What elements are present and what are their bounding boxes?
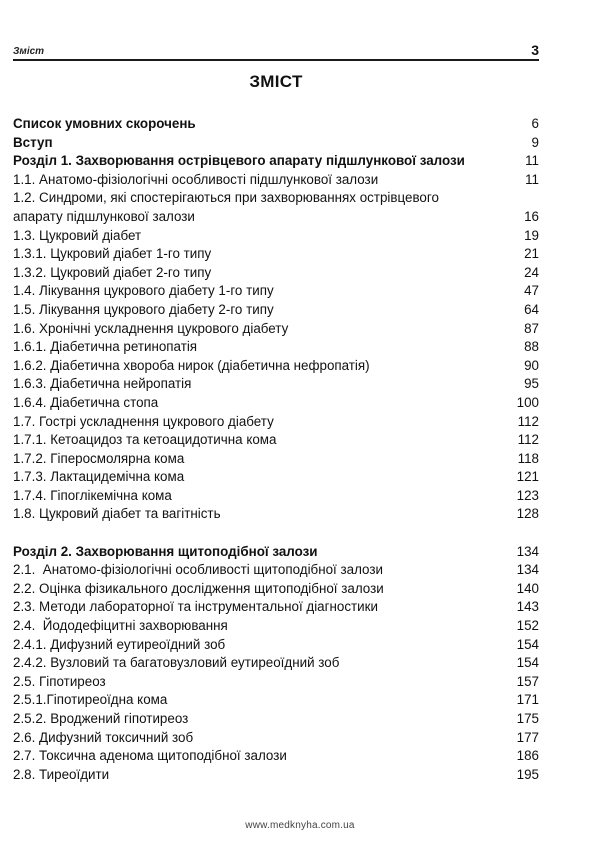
toc-entry-title: 2.3. Методи лабораторної та інструментальної діагностики [13,599,378,615]
toc-entry-page: 134 [516,543,539,559]
toc-entry[interactable] [13,413,539,432]
toc-entry-page: 128 [516,506,539,522]
toc-entry[interactable] [13,580,539,599]
toc-entry-title: 1.8. Цукровий діабет та вагітність [13,506,221,522]
toc-entry-title: Вступ [13,134,53,150]
toc-entry-title: 2.5.2. Вроджений гіпотиреоз [13,711,189,726]
toc-entry-page: 90 [524,357,539,373]
toc-entry-title: 1.7.2. Гіперосмолярна кома [13,450,185,466]
page-number: 3 [531,42,539,58]
toc-entry[interactable] [13,710,539,729]
toc-entry-page: 118 [517,450,539,466]
toc-entry[interactable] [13,636,539,655]
toc-entry-page: 95 [524,376,539,392]
toc-entry[interactable] [13,264,539,283]
toc-entry[interactable] [13,301,539,320]
toc-entry-page: 64 [524,301,539,317]
toc-entry[interactable] [13,561,539,580]
toc-section-2-heading[interactable] [13,543,539,562]
toc-entry[interactable] [13,375,539,394]
toc-entry-title: 1.6.1. Діабетична ретинопатія [13,339,198,355]
toc-entry-page: 123 [516,487,539,503]
toc-entry-page: 177 [516,729,539,745]
toc-entry-page: 11 [525,171,539,187]
toc-entry-title: 1.6.3. Діабетична нейропатія [13,376,192,392]
toc-entry-page: 88 [524,339,539,355]
toc-entry[interactable] [13,487,539,506]
toc-entry-page: 100 [516,394,539,410]
toc-entry[interactable] [13,691,539,710]
toc-entry[interactable] [13,338,539,357]
toc-entry-page: 143 [516,599,539,615]
toc-entry-title: 1.3.2. Цукровий діабет 2-го типу [13,264,212,280]
toc-entry[interactable] [13,505,539,524]
toc-entry[interactable] [13,320,539,339]
toc-entry[interactable] [13,617,539,636]
toc-entry-title: 2.4.1. Дифузний еутиреоїдний зоб [13,636,226,652]
toc-entry-title: 1.7.1. Кетоацидоз та кетоацидотична кома [13,432,277,448]
toc-entry[interactable] [13,189,539,226]
toc-entry-title-line2: апарату підшлункової залози [13,208,195,224]
toc-entry[interactable] [13,357,539,376]
toc-entry-title: 2.5.1.Гіпотиреоїдна кома [13,692,168,708]
toc-entry[interactable] [13,766,539,785]
toc-entry-introduction[interactable] [13,134,539,153]
toc-entry-page: 157 [516,673,539,689]
toc-entry[interactable] [13,394,539,413]
toc-entry-title: 1.6.2. Діабетична хвороба нирок (діабетична нефропатія) [13,357,370,373]
toc-entry-page: 9 [531,134,539,150]
toc-entry-title: 1.5. Лікування цукрового діабету 2-го типу [13,301,274,317]
toc-entry[interactable] [13,468,539,487]
toc-entry-title: Розділ 1. Захворювання острівцевого апарату підшлункової залози [13,153,465,169]
toc-entry-title: 1.6.4. Діабетична стопа [13,394,159,410]
toc-entry-page: 24 [524,264,539,280]
running-header [13,43,539,61]
toc-entry[interactable] [13,282,539,301]
toc-entry[interactable] [13,598,539,617]
toc-entry-title: Розділ 2. Захворювання щитоподібної залози [13,543,318,559]
page-title: ЗМІСТ [249,72,303,91]
toc-entry-page: 154 [516,636,539,652]
toc-entry-page: 195 [516,766,539,782]
toc-entry-title-line1: 1.2. Синдроми, які спостерігаються при захворюваннях острівцевого [13,190,439,206]
toc-entry-page: 134 [516,562,539,578]
section-spacer [13,524,539,543]
toc-entry-page: 186 [516,748,539,764]
toc-entry[interactable] [13,171,539,190]
toc-entry-page: 11 [525,153,539,169]
table-of-contents [13,115,539,784]
toc-entry-title: 1.7.4. Гіпоглікемічна кома [13,487,172,503]
toc-entry-page: 152 [516,618,539,634]
toc-entry-abbreviations[interactable] [13,115,539,134]
toc-entry-title: 2.5. Гіпотиреоз [13,673,106,689]
toc-entry-title: 2.4.2. Вузловий та багатовузловий еутиреоїдний зоб [13,655,340,671]
toc-entry-page: 175 [516,711,539,726]
toc-entry-title: Список умовних скорочень [13,116,196,131]
toc-entry[interactable] [13,245,539,264]
toc-entry-title: 2.2. Оцінка фізикального дослідження щитоподібної залози [13,580,384,596]
running-title: Зміст [13,46,45,57]
toc-entry-page: 87 [524,320,539,336]
footer-website-url: www.medknyha.com.ua [245,820,355,831]
toc-entry[interactable] [13,227,539,246]
toc-entry-page: 21 [524,246,539,262]
toc-entry-page: 16 [524,208,539,224]
toc-entry-page: 121 [516,469,539,485]
toc-entry-page: 112 [517,413,539,429]
toc-entry-page: 47 [524,283,539,299]
toc-entry-page: 6 [531,116,539,131]
toc-section-1-heading[interactable] [13,152,539,171]
toc-entry-page: 140 [516,580,539,596]
toc-entry-title: 2.7. Токсична аденома щитоподібної залози [13,748,287,764]
toc-entry-title: 2.6. Дифузний токсичний зоб [13,729,194,745]
toc-entry-title: 1.1. Анатомо-фізіологічні особливості підшлункової залози [13,171,379,187]
toc-entry-title: 1.7. Гострі ускладнення цукрового діабету [13,413,274,429]
toc-entry-title: 1.3. Цукровий діабет [13,227,142,243]
toc-entry-title: 1.6. Хронічні ускладнення цукрового діабету [13,320,289,336]
toc-entry[interactable] [13,747,539,766]
toc-entry[interactable] [13,431,539,450]
toc-entry-title: 2.4. Йододефіцитні захворювання [13,618,228,634]
toc-entry-page: 154 [516,655,539,671]
toc-entry[interactable] [13,729,539,748]
toc-entry[interactable] [13,450,539,469]
toc-entry[interactable] [13,654,539,673]
toc-entry-title: 1.3.1. Цукровий діабет 1-го типу [13,246,212,262]
toc-entry-title: 2.8. Тиреоїдити [13,766,110,782]
toc-entry-page: 112 [517,432,539,448]
toc-entry[interactable] [13,673,539,692]
toc-entry-title: 2.1. Анатомо-фізіологічні особливості щитоподібної залози [13,562,383,578]
toc-entry-page: 19 [524,227,539,243]
toc-entry-page: 171 [516,692,539,708]
toc-entry-title: 1.7.3. Лактацидемічна кома [13,469,185,485]
toc-entry-title: 1.4. Лікування цукрового діабету 1-го типу [13,283,274,299]
